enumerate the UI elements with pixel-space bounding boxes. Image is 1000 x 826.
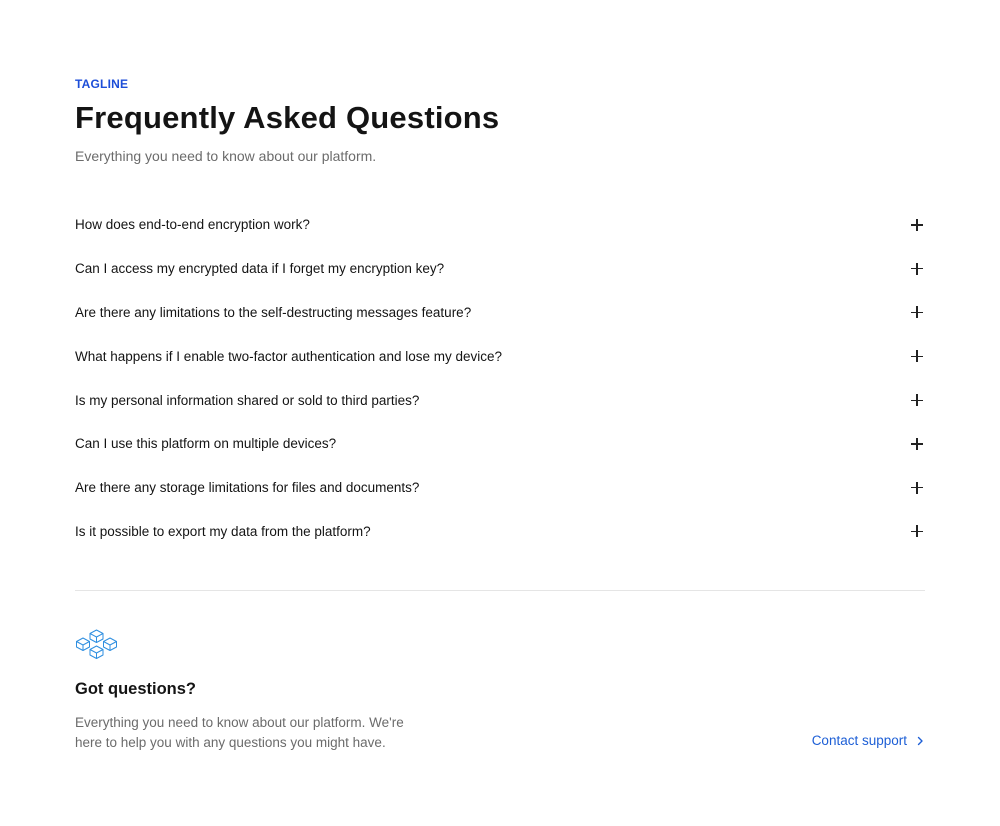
page-subtitle: Everything you need to know about our platform. — [75, 148, 377, 164]
tagline: TAGLINE — [75, 77, 129, 91]
faq-item[interactable] — [75, 203, 925, 247]
contact-support-link[interactable] — [812, 733, 925, 748]
plus-icon[interactable] — [911, 525, 923, 537]
contact-support-label: Contact support — [811, 733, 907, 748]
plus-icon[interactable] — [911, 438, 923, 450]
faq-item[interactable] — [75, 466, 925, 510]
section-divider — [75, 590, 925, 591]
faq-question: How does end-to-end encryption work? — [75, 217, 310, 233]
cubes-icon — [75, 629, 118, 663]
plus-icon[interactable] — [911, 394, 923, 406]
faq-item[interactable] — [75, 334, 925, 378]
faq-item[interactable] — [75, 422, 925, 466]
faq-question: Is it possible to export my data from the platform? — [75, 523, 371, 539]
faq-question: What happens if I enable two-factor authentication and lose my device? — [75, 348, 503, 364]
faq-list — [75, 203, 925, 553]
faq-item[interactable] — [75, 378, 925, 422]
plus-icon[interactable] — [911, 263, 923, 275]
cta-title: Got questions? — [75, 680, 196, 698]
page-title: Frequently Asked Questions — [75, 100, 500, 135]
plus-icon[interactable] — [911, 350, 923, 362]
faq-question: Can I access my encrypted data if I forget my encryption key? — [75, 261, 445, 277]
faq-item[interactable] — [75, 247, 925, 291]
faq-item[interactable] — [75, 510, 925, 554]
faq-question: Are there any limitations to the self-destructing messages feature? — [75, 304, 472, 320]
plus-icon[interactable] — [911, 219, 923, 231]
cta-description: Everything you need to know about our platform. We're here to help you with any questions you might have. — [75, 715, 404, 750]
faq-question: Can I use this platform on multiple devices? — [75, 436, 337, 452]
plus-icon[interactable] — [911, 306, 923, 318]
faq-item[interactable] — [75, 291, 925, 335]
faq-question: Are there any storage limitations for files and documents? — [75, 480, 420, 496]
faq-question: Is my personal information shared or sold to third parties? — [75, 392, 420, 408]
plus-icon[interactable] — [911, 482, 923, 494]
chevron-right-icon — [915, 736, 925, 746]
